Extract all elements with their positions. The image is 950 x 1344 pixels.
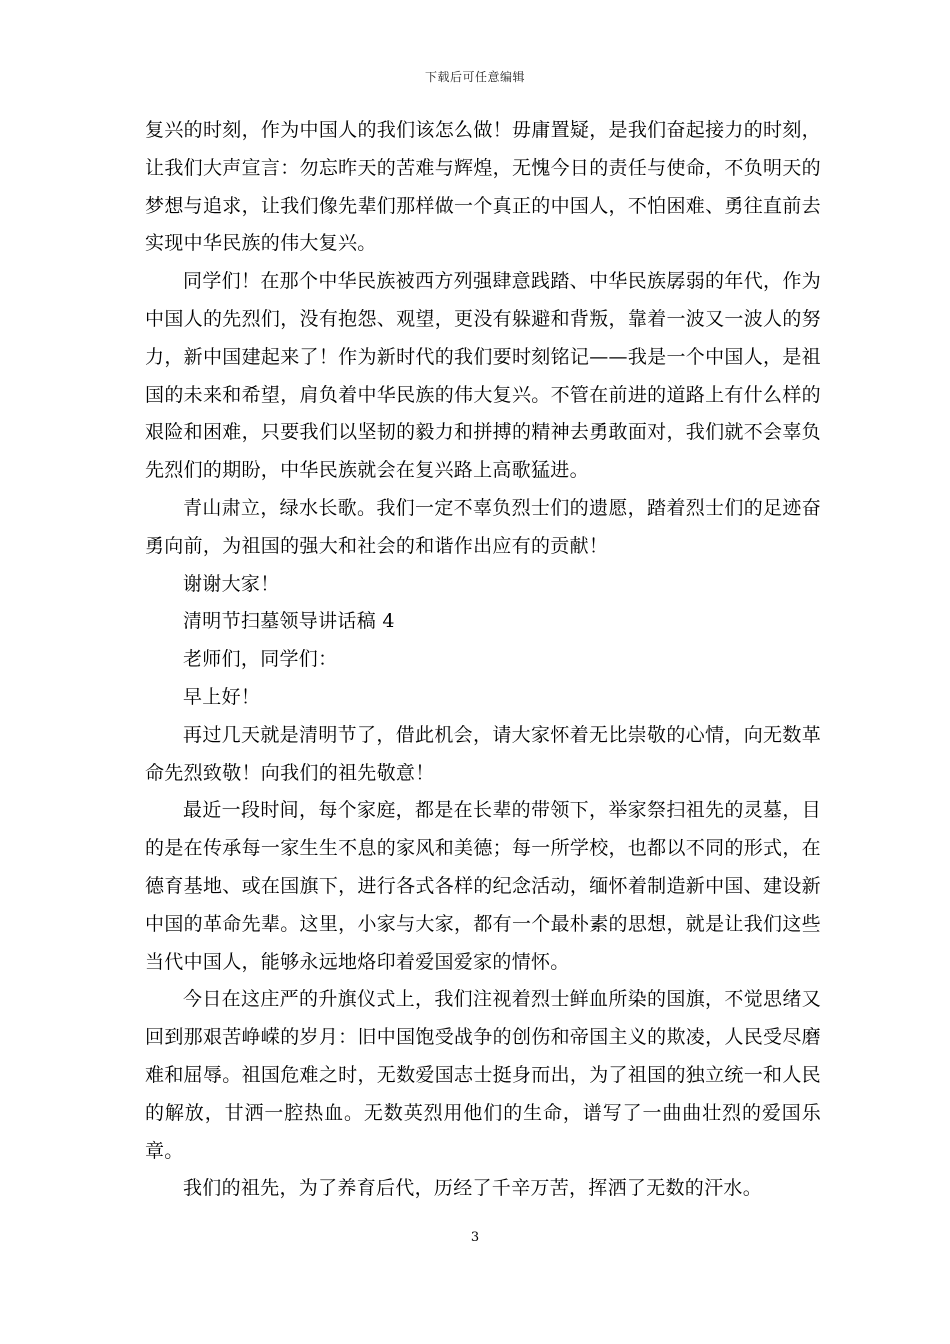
paragraph-3: 青山肃立，绿水长歌。我们一定不辜负烈士们的遗愿，踏着烈士们的足迹奋勇向前，为祖国的强大和社会的和谐作出应有的贡献！ <box>145 496 821 557</box>
paragraph-4: 谢谢大家！ <box>183 572 280 595</box>
greeting: 早上好！ <box>183 685 261 708</box>
paragraph-1: 复兴的时刻，作为中国人的我们该怎么做！毋庸置疑，是我们奋起接力的时刻，让我们大声宣言：勿忘昨天的苦难与辉煌，无愧今日的责任与使命，不负明天的梦想与追求，让我们像先辈们那样做一个真正的中国人，不怕困难、勇往直前去实现中华民族的伟大复兴。 <box>145 119 821 255</box>
paragraph-10: 今日在这庄严的升旗仪式上，我们注视着烈士鲜血所染的国旗，不觉思绪又回到那艰苦峥嵘的岁月：旧中国饱受战争的创伤和帝国主义的欺凌，人民受尽磨难和屈辱。祖国危难之时，无数爱国志士挺身而出，为了祖国的独立统一和人民的解放，甘洒一腔热血。无数英烈用他们的生命，谱写了一曲曲壮烈的爱国乐章。 <box>145 988 821 1162</box>
paragraph-9: 最近一段时间，每个家庭，都是在长辈的带领下，举家祭扫祖先的灵墓，目的是在传承每一家生生不息的家风和美德；每一所学校，也都以不同的形式，在德育基地、或在国旗下，进行各式各样的纪念活动，缅怀着制造新中国、建设新中国的革命先辈。这里，小家与大家，都有一个最朴素的思想，就是让我们这些当代中国人，能够永远地烙印着爱国爱家的情怀。 <box>145 799 821 973</box>
page-number: 3 <box>470 1230 480 1245</box>
document-body <box>145 112 821 1208</box>
page-header: 下载后可任意编辑 <box>424 70 525 84</box>
paragraph-2: 同学们！在那个中华民族被西方列强肆意践踏、中华民族孱弱的年代，作为中国人的先烈们，没有抱怨、观望，更没有躲避和背叛，靠着一波又一波人的努力，新中国建起来了！作为新时代的我们要时刻铭记——我是一个中国人，是祖国的未来和希望，肩负着中华民族的伟大复兴。不管在前进的道路上有什么样的艰险和困难，只要我们以坚韧的毅力和拼搏的精神去勇敢面对，我们就不会辜负先烈们的期盼，中华民族就会在复兴路上高歌猛进。 <box>145 270 821 482</box>
paragraph-8: 再过几天就是清明节了，借此机会，请大家怀着无比崇敬的心情，向无数革命先烈致敬！向我们的祖先敬意！ <box>145 723 821 784</box>
salutation: 老师们，同学们： <box>183 648 338 671</box>
speech-title: 清明节扫墓领导讲话稿 4 <box>183 610 395 633</box>
paragraph-11: 我们的祖先，为了养育后代，历经了千辛万苦，挥洒了无数的汗水。 <box>183 1177 763 1200</box>
